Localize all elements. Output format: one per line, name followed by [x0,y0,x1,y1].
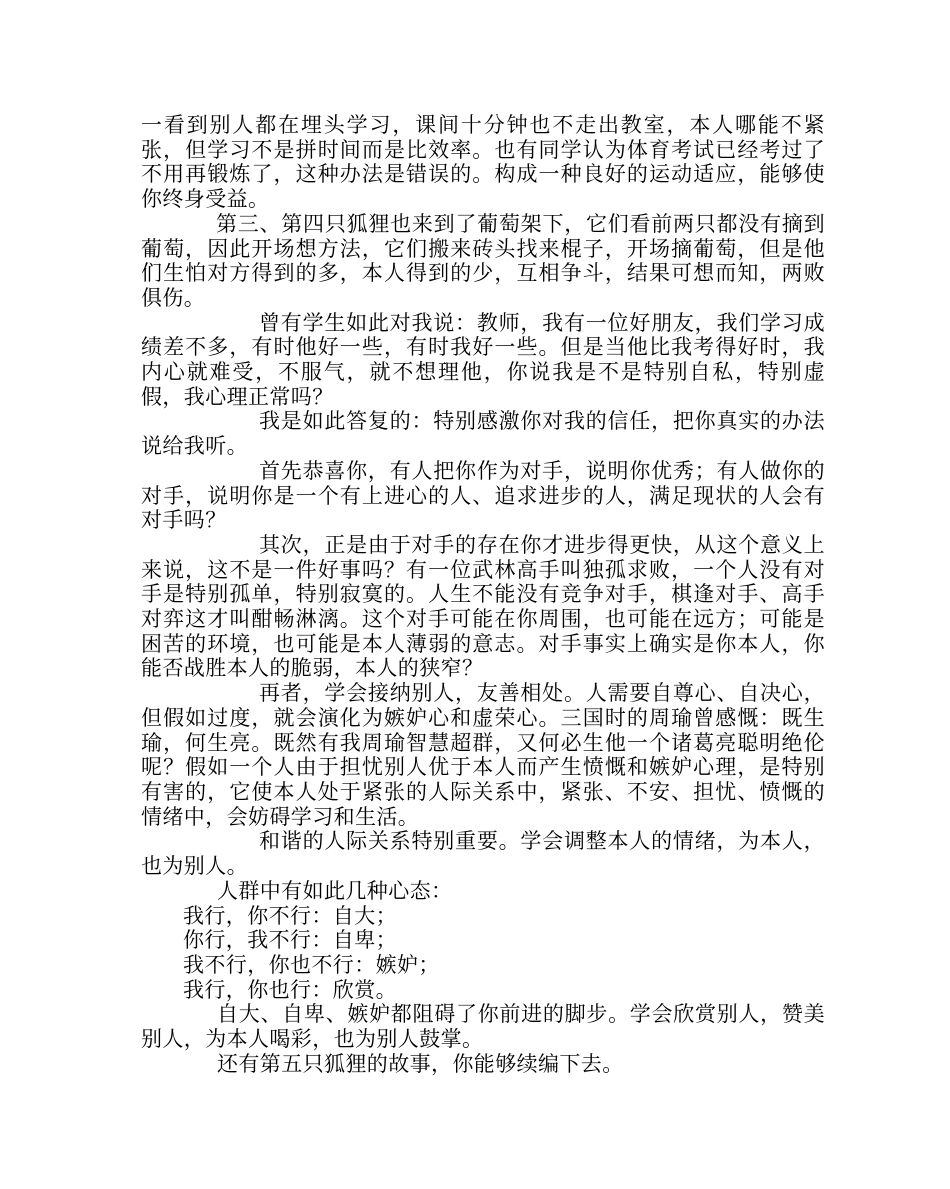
list-item-4: 我行，你也行：欣赏。 [183,977,397,1002]
document-body [141,113,825,1076]
list-item-2: 你行，我不行：自卑； [183,928,397,953]
paragraph-7: 再者，学会接纳别人，友善相处。人需要自尊心、自决心，但假如过度，就会演化为嫉妒心和虚荣心。三国时的周瑜曾感慨：既生瑜，何生亮。既然有我周瑜智慧超群，又何必生他一个诸葛亮聪明绝伦呢？假如一个人由于担忧别人优于本人而产生愤慨和嫉妒心理，是特别有害的，它使本人处于紧张的人际关系中，紧张、不安、担忧、愤慨的情绪中，会妨碍学习和生活。 [141,681,825,829]
paragraph-2: 第三、第四只狐狸也来到了葡萄架下，它们看前两只都没有摘到葡萄，因此开场想方法，它们搬来砖头找来棍子，开场摘葡萄，但是他们生怕对方得到的多，本人得到的少，互相争斗，结果可想而知，两败俱伤。 [141,211,825,310]
paragraph-6: 其次，正是由于对手的存在你才进步得更快，从这个意义上来说，这不是一件好事吗？有一位武林高手叫独孤求败，一个人没有对手是特别孤单，特别寂寞的。人生不能没有竞争对手，棋逢对手、高手对弈这才叫酣畅淋漓。这个对手可能在你周围，也可能在远方；可能是困苦的环境，也可能是本人薄弱的意志。对手事实上确实是你本人，你能否战胜本人的脆弱，本人的狭窄？ [141,532,825,681]
paragraph-9: 人群中有如此几种心态： [217,878,453,903]
list-item-3: 我不行，你也不行：嫉妒； [183,952,440,977]
paragraph-1: 一看到别人都在埋头学习，课间十分钟也不走出教室，本人哪能不紧张，但学习不是拼时间而是比效率。也有同学认为体育考试已经考过了不用再锻炼了，这种办法是错误的。构成一种良好的运动适应，能够使你终身受益。 [141,113,825,212]
paragraph-3: 曾有学生如此对我说：教师，我有一位好朋友，我们学习成绩差不多，有时他好一些，有时我好一些。但是当他比我考得好时，我内心就难受，不服气，就不想理他，你说我是不是特别自私，特别虚假，我心理正常吗？ [141,310,825,409]
paragraph-11: 还有第五只狐狸的故事，你能够续编下去。 [217,1051,624,1076]
paragraph-10: 自大、自卑、嫉妒都阻碍了你前进的脚步。学会欣赏别人，赞美别人，为本人喝彩，也为别人鼓掌。 [141,1002,825,1052]
paragraph-5: 首先恭喜你，有人把你作为对手，说明你优秀；有人做你的对手，说明你是一个有上进心的人、追求进步的人，满足现状的人会有对手吗？ [141,458,825,533]
list-item-1: 我行，你不行：自大； [183,903,397,928]
paragraph-4: 我是如此答复的：特别感激你对我的信任，把你真实的办法说给我听。 [141,409,825,459]
paragraph-8: 和谐的人际关系特别重要。学会调整本人的情绪，为本人，也为别人。 [141,829,825,879]
